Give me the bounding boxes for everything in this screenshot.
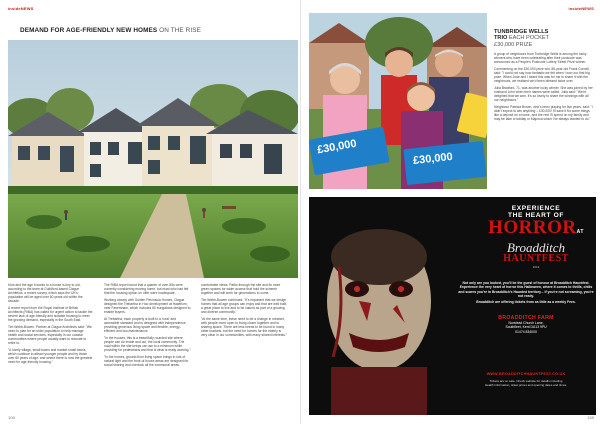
ad-fest-year: 2019 bbox=[532, 265, 540, 269]
cheque-amount-right: £30,000 bbox=[412, 150, 454, 168]
housing-paragraph: The RIBA report found that a quarter of over-55s were currently considering moving home, but most who had felt that the housing option on offer were inadequate. bbox=[104, 283, 189, 296]
ad-address-line: Nurstead Church Lane, bbox=[508, 321, 544, 325]
lottery-headline bbox=[494, 29, 594, 48]
lottery-text-column bbox=[494, 52, 594, 124]
housing-paragraph: How and the age it works to a house is key to old, according to the team at Guildford-based Clague Architects, a recent survey, which says the UK's population will be aged over 60 years old within the decade. bbox=[8, 283, 83, 304]
ad-fest-title: HAUNTFEST bbox=[503, 253, 569, 264]
housing-paragraph: comfortable views. Paths through the site and its more green spaces for wider access that hold the scheme together and will work for generations to come. bbox=[201, 283, 281, 296]
ad-phone: 01474 834000 bbox=[515, 329, 537, 334]
lottery-headline-line2: TRIO EACH POCKET bbox=[494, 35, 550, 42]
housing-paragraph: "At the same time, these need to be a change in mindset, with people more open to living closer together and to sharing space. There are less needs to be found in many other markets, but the need for homes for the elderly is very clear in our communities, with many shared interests." bbox=[201, 316, 288, 338]
ad-blurb-line: Broadditch are offering tickets from as little as a weekly Fees. bbox=[476, 300, 576, 305]
zombie-face-illustration bbox=[309, 197, 443, 415]
housing-paragraph: "In the houses, this is a beautifully rounded site where people can do inside and out, the local community. The road within the site keeps car use to a minimum while providing for pedestrians and that is what is really working." bbox=[104, 335, 191, 353]
housing-headline-bold: DEMAND FOR AGE-FRIENDLY NEW HOMES bbox=[20, 27, 158, 34]
housing-text-column-3 bbox=[201, 283, 288, 340]
housing-text-column-2 bbox=[104, 283, 191, 370]
housing-paragraph: Working closely with Golden Peninsula Homes, Clague designed the Trebartha in Hoo development at Hawthorn, near Faversham, which includes 60 bungalows designed to enable buyers. bbox=[104, 297, 191, 315]
housing-paragraph: A recent report from the Royal Institute of British Architects (RIBA) has called for urgent action to tackle the severe lack of age-friendly and suitable housing to meet the growing demand, especially in the South East. bbox=[8, 306, 93, 323]
housing-headline bbox=[20, 27, 295, 34]
ad-heart-text: THE HEART OF bbox=[508, 212, 564, 219]
housing-paragraph: Tim Webb-Bowen, Partner at Clague Architects said: "We need to plan for an older population to help manage health and social services, especially in our coastal communities where people usually want to relocate to retire to. bbox=[8, 325, 92, 346]
ad-blurb-line: Not only are you looked, you'll be the guest of honour at Broadditch Hauntfest. Experience the very heart of horror this Halloween, where it comes to thrills, chills and scares you're in Broadditch's Haunted territory... if you're not screaming, you're not ready. bbox=[458, 281, 594, 298]
section-tag-right: insideNEWS bbox=[568, 6, 594, 11]
section-tag-left: insideNEWS bbox=[8, 6, 34, 11]
lottery-paragraph: Neighbour Patricia Brown, who's been playing for five years, said: "I didn't expect to win anything – £30,000! I'll save it for some things like a deposit on a home, and the rest I'll spend on my family and may be take a holiday or Majorca which I've always wanted to do." bbox=[494, 104, 593, 122]
cheque-amount-left: £30,000 bbox=[316, 137, 358, 157]
housing-headline-light: ON THE RISE bbox=[157, 27, 201, 34]
lottery-headline-line3: £30,000 PRIZE bbox=[494, 41, 533, 48]
lottery-paragraph: Commenting on the £30,000 prize win, 86-year-old Frank Cornell, said: "I could not say how fantastic we felt when I won our first big prize. When Jude and I heard this was for me to share it with the neighbours, we realised we'd been blessed twice over. bbox=[494, 66, 590, 84]
housing-paragraph: At Trebartha, each property is built to a 'rural' and accessible standard and is designed with independence, providing generous living space and flexible, energy-efficient and low-maintenance. bbox=[104, 316, 187, 334]
lottery-paragraph: Julia Bradford, 71, was another lucky winner. She was joined by her husband John when their names were called. Julia said: "We're delighted that we won, it's so lovely to share the winnings with all our neighbours." bbox=[494, 85, 593, 103]
housing-text-column-1 bbox=[8, 283, 93, 367]
ad-website-link[interactable]: WWW.BROADDITCHHAUNTFEST.CO.UK bbox=[486, 372, 566, 376]
housing-paragraph: "A lovely village, small towns and market small towns, which continue to attract younger people and by those over 60 years of age, and where there is now the greatest need for age-friendly housing." bbox=[8, 348, 93, 365]
page-number-right: 159 bbox=[587, 415, 594, 420]
housing-development-photo bbox=[8, 40, 298, 278]
housing-paragraph: "In the homes, ground-floor living space brings in lots of natural light and the front-of-house areas are designed for social sharing and overlook all the communal areas. bbox=[104, 354, 189, 367]
ad-brand-logo: Broadditch bbox=[506, 240, 565, 255]
ad-small-print: Tickets are on sale. Check website for details including Health information, ticket prices and opening dates and times. bbox=[484, 379, 568, 387]
lottery-paragraph: A group of neighbours from Tunbridge Wells is among the lucky winners who have been celebrating after their postcode was announced as a People's Postcode Lottery Street Prize winner. bbox=[494, 52, 587, 65]
lottery-winners-photo bbox=[309, 13, 487, 189]
ad-blurb bbox=[457, 281, 595, 306]
lottery-headline-line1: TUNBRIDGE WELLS bbox=[494, 29, 549, 35]
page-number-left: 108 bbox=[8, 415, 15, 420]
right-page bbox=[300, 0, 600, 424]
hauntfest-headline bbox=[477, 205, 595, 269]
ad-farm-name: BROADDITCH FARM bbox=[498, 315, 554, 321]
ad-horror-text: HORRORAT bbox=[488, 217, 584, 238]
ad-venue-details bbox=[457, 315, 595, 334]
housing-paragraph: Tim Webb-Bowen continued: "It's important that we design homes that all age groups can enjoy and that are well built, a great place to live and to be valued as part of a growing and diverse community." bbox=[201, 297, 287, 315]
hauntfest-advert[interactable] bbox=[309, 197, 596, 415]
ad-address-line: Southfleet, Kent DA13 9PU bbox=[505, 325, 547, 330]
ad-experience-text: EXPERIENCE bbox=[511, 205, 561, 212]
